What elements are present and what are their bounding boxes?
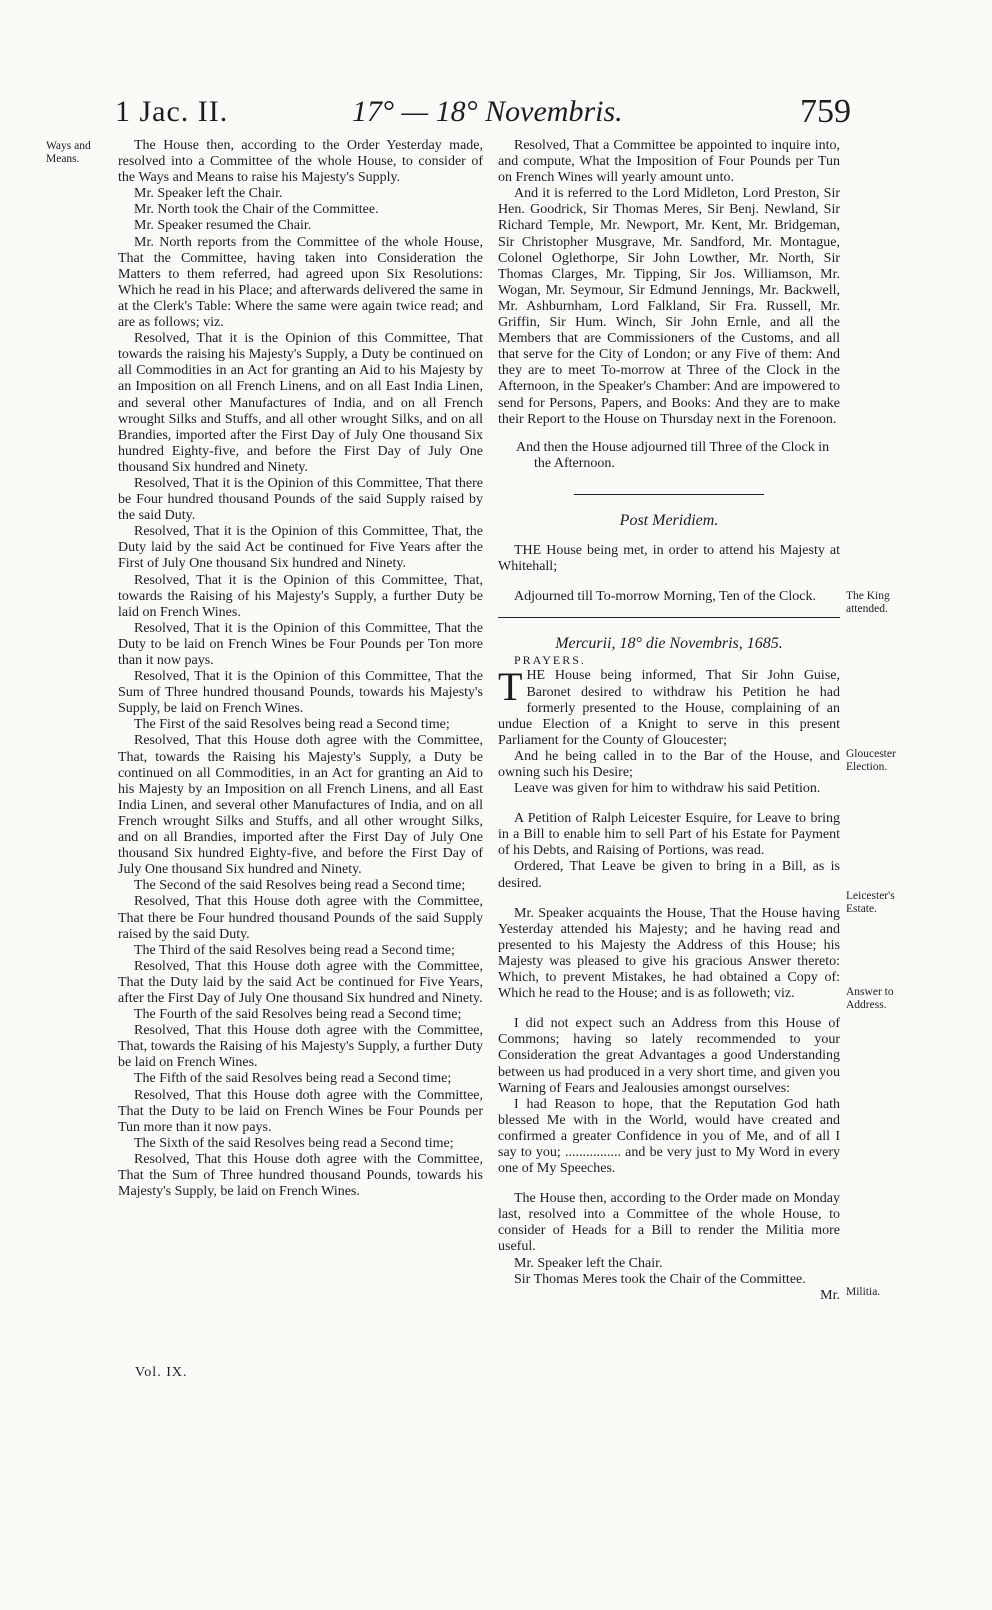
margin-note-ways-and-means: Ways and Means. [46,140,91,165]
page-number: 759 [800,93,851,130]
paragraph: And it is referred to the Lord Midleton, Lord Preston, Sir Hen. Goodrick, Sir Thomas Meres, Sir Benj. Newland, Sir Richard Temple, Mr. Newport, Mr. Kent, Mr. Bridgeman, Sir Christopher Musgrave, Mr. Sandford, Mr. Montague, Colonel Oglethorpe, Sir John Lowther, Mr. North, Sir Thomas Clarges, Mr. Tipping, Sir Jos. Williamson, Mr. Wogan, Mr. Seymour, Sir Edmund Jennings, Mr. Backwell, Mr. Ashburnham, Lord Falkland, Sir Fra. Russell, Mr. Griffin, Sir Hum. Winch, Sir John Ernle, and all the Members that are Commissioners of the Customs, and all that serve for the City of London; or any Five of them: And they are to meet To-morrow at Three of the Clock in the Afternoon, in the Speaker's Chamber: And are impowered to send for Persons, Papers, and Books: And they are to make their Report to the House on Thursday next in the Forenoon. [498,186,840,427]
resolution: Resolved, That this House doth agree with the Committee, That, towards the Raising of his Majesty's Supply, a further Duty be laid on French Wines. [118,1023,483,1071]
resolution: Resolved, That it is the Opinion of this Committee, That towards the raising his Majesty's Supply, a Duty be continued on all Commodities in an Act for granting an Aid to his Majesty by an Imposition on all French Linens, and on all East India Linen, and several other Manufactures of India, and on all French wrought Silks and Stuffs, and all other wrought Silks, and on all Brandies, imported after the First Day of July One thousand Six hundred Eighty-five, and before the First Day of July One thousand Six hundred and Ninety. [118,331,483,475]
header-session: 1 Jac. II. [115,95,229,128]
resolution: Resolved, That it is the Opinion of this Committee, That the Sum of Three hundred thousand Pounds, towards his Majesty's Supply, be laid on French Wines. [118,669,483,717]
royal-answer: I did not expect such an Address from this House of Commons; having so lately recommended to your Consideration the great Advantages a good Understanding between us had produced in a very short time, and given you Warning of Fears and Jealousies amongst ourselves: [498,1016,840,1096]
paragraph: Sir Thomas Meres took the Chair of the Committee. [514,1271,806,1287]
paragraph: The Third of the said Resolves being read a Second time; [134,942,455,958]
paragraph: Mr. North reports from the Committee of the whole House, That the Committee, having taken into Consideration the Matters to them referred, had agreed upon Six Resolutions: Which he read in his Place; and afterwards delivered the same in at the Clerk's Table: Where the same were again twice read; and are as follows; viz. [118,234,483,331]
margin-note-gloucester-election: Gloucester Election. [846,748,896,773]
paragraph: The First of the said Resolves being read a Second time; [134,717,450,733]
paragraph: A Petition of Ralph Leicester Esquire, for Leave to bring in a Bill to enable him to sell Part of his Estate for Payment of his Debts, and Raising of Portions, was read. [498,811,840,859]
resolution: Resolved, That it is the Opinion of this Committee, That, the Duty laid by the said Act be continued for Five Years after the First of July One thousand Six hundred and Ninety. [118,524,483,572]
margin-note-answer-to-address: Answer to Address. [846,986,894,1011]
adjournment: And then the House adjourned till Three of the Clock in the Afternoon. [516,439,830,471]
resolution: Resolved, That this House doth agree with the Committee, That the Duty to be laid on French Wines be Four Pounds per Tun more than it now pays. [118,1087,483,1135]
royal-answer: I had Reason to hope, that the Reputation God hath blessed Me with in the World, would have created and confirmed a greater Confidence in you of Me, and of all I say to you; ................ and be very just to My Word in every one of My Speeches. [498,1096,840,1177]
section-divider [498,617,840,618]
catchword: Mr. [820,1287,840,1303]
paragraph: Mr. Speaker acquaints the House, That the House having Yesterday attended his Majesty; and he having read and presented to his Majesty the Address of this House; his Majesty was pleased to give his gracious Answer thereto: Which, to prevent Mistakes, he had obtained a Copy of: Which he read to the House; and is as followeth; viz. [498,905,840,1002]
resolution: Resolved, That a Committee be appointed to inquire into, and compute, What the Imposition of Four Pounds per Tun on French Wines will yearly amount unto. [498,138,840,186]
paragraph: Leave was given for him to withdraw his said Petition. [514,781,821,797]
volume-footer: Vol. IX. [135,1365,188,1380]
margin-note-king-attended: The King attended. [846,590,890,615]
section-title-post-meridiem: Post Meridiem. [619,511,719,529]
header-dates: 17° — 18° Novembris. [352,95,623,128]
paragraph: Mr. North took the Chair of the Committee. [134,202,379,218]
margin-note-leicesters-estate: Leicester's Estate. [846,890,895,915]
paragraph: The Sixth of the said Resolves being read a Second time; [134,1135,454,1151]
section-title-mercurii: Mercurii, 18° die Novembris, 1685. [555,635,783,653]
left-column [118,138,483,1200]
paragraph: Mr. Speaker resumed the Chair. [134,218,312,234]
paragraph: The House then, according to the Order Yesterday made, resolved into a Committee of the whole House, to consider of the Ways and Means to raise his Majesty's Supply. [118,138,483,186]
paragraph: The Second of the said Resolves being read a Second time; [134,878,466,894]
paragraph: THE House being met, in order to attend his Majesty at Whitehall; [498,542,840,575]
resolution: Resolved, That this House doth agree with the Committee, That there be Four hundred thousand Pounds of the said Supply raised by the said Duty. [118,894,483,942]
paragraph: Mr. Speaker left the Chair. [134,186,283,202]
paragraph: The Fourth of the said Resolves being read a Second time; [134,1007,462,1023]
resolution: Resolved, That this House doth agree with the Committee, That the Duty laid by the said Act be continued for Five Years, after the First Day of July One thousand Six hundred and Ninety. [118,958,483,1006]
resolution: Resolved, That it is the Opinion of this Committee, That, towards the Raising of his Majesty's Supply, a further Duty be laid on French Wines. [118,572,483,620]
paragraph: And he being called in to the Bar of the House, and owning such his Desire; [498,748,840,780]
prayers-heading: PRAYERS. [514,653,586,668]
paragraph-text: HE House being informed, That Sir John Guise, Baronet desired to withdraw his Petition he had formerly presented to the House, complaining of an undue Election of a Knight to serve in this present Parliament for the County of Gloucester; [498,668,840,748]
paragraph: Mr. Speaker left the Chair. [514,1255,663,1271]
paragraph: Adjourned till To-morrow Morning, Ten of the Clock. [514,589,816,605]
drop-cap: T [498,664,523,710]
resolution: Resolved, That it is the Opinion of this Committee, That there be Four hundred thousand Pounds of the said Supply raised by the said Duty. [118,475,483,524]
resolution: Resolved, That this House doth agree with the Committee, That, towards the Raising his Majesty's Supply, a Duty be continued on all Commodities, in an Act for granting an Aid to his Majesty by an Imposition on all French Linens, and all East India Linen, and several other Manufactures of India, and on all French wrought Silks and Stuffs, and all other wrought Silks, and on all Brandies, imported after the First Day of July One thousand Six hundred Eighty-five, and before the First Day of July One thousand Six hundred and Ninety. [118,733,483,878]
resolution: Resolved, That it is the Opinion of this Committee, That the Duty to be laid on French Wines be Four Pounds per Ton more than it now pays. [118,620,483,668]
paragraph: Ordered, That Leave be given to bring in a Bill, as is desired. [498,859,840,891]
right-column [498,138,840,1304]
section-divider [574,494,764,495]
paragraph [498,664,840,748]
paragraph: The Fifth of the said Resolves being read a Second time; [134,1071,452,1087]
paragraph: The House then, according to the Order made on Monday last, resolved into a Committee of the whole House, to consider of Heads for a Bill to render the Militia more useful. [498,1191,840,1255]
resolution: Resolved, That this House doth agree with the Committee, That the Sum of Three hundred thousand Pounds, towards his Majesty's Supply, be laid on French Wines. [118,1151,483,1200]
margin-note-militia: Militia. [846,1286,881,1298]
